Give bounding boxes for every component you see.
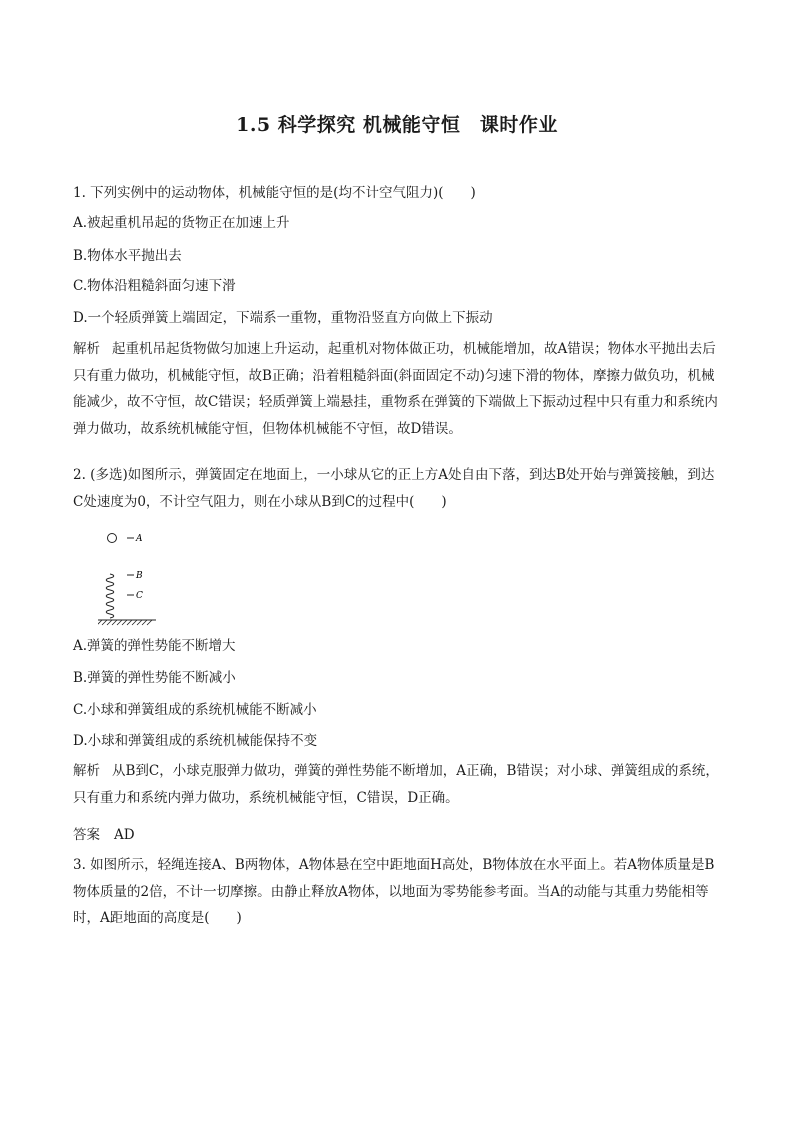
question-1-analysis	[73, 336, 723, 442]
label-a: A	[136, 534, 143, 544]
answer-text: AD	[114, 827, 135, 843]
question-1-option-b: B.物体水平抛出去	[73, 248, 182, 264]
question-1-stem: 1. 下列实例中的运动物体，机械能守恒的是(均不计空气阻力)( )	[73, 185, 476, 201]
analysis-label: 解析	[73, 341, 100, 357]
question-2-stem: 2. (多选)如图所示，弹簧固定在地面上，一小球从它的正上方A处自由下落，到达B处开始与弹簧接触，到达C处速度为0，不计空气阻力，则在小球从B到C的过程中( )	[73, 467, 715, 510]
question-2-option-a: A.弹簧的弹性势能不断增大	[73, 638, 236, 654]
question-2-option-b: B.弹簧的弹性势能不断减小	[73, 670, 236, 686]
question-2-answer	[73, 825, 723, 845]
spring-ball-figure	[98, 528, 158, 628]
analysis-label: 解析	[73, 763, 100, 779]
label-b: B	[136, 571, 143, 581]
question-1-option-c: C.物体沿粗糙斜面匀速下滑	[73, 278, 236, 294]
spring	[106, 574, 114, 618]
label-c: C	[136, 591, 143, 601]
analysis-text: 从B到C，小球克服弹力做功，弹簧的弹性势能不断增加，A正确，B错误；对小球、弹簧组成的系统，只有重力和系统内弹力做功，系统机械能守恒，C错误，D正确。	[73, 763, 719, 806]
answer-label: 答案	[73, 827, 100, 843]
question-2-analysis	[73, 758, 723, 811]
ball	[108, 534, 117, 543]
question-3-stem: 3. 如图所示，轻绳连接A、B两物体，A物体悬在空中距地面H高处，B物体放在水平面上。若A物体质量是B物体质量的2倍，不计一切摩擦。由静止释放A物体，以地面为零势能参考面。当A的动能与其重力势能相等时，A距地面的高度是( )	[73, 857, 715, 926]
question-2-option-c: C.小球和弹簧组成的系统机械能不断减小	[73, 702, 317, 718]
question-2-option-d: D.小球和弹簧组成的系统机械能保持不变	[73, 733, 318, 749]
analysis-text: 起重机吊起货物做匀加速上升运动，起重机对物体做正功，机械能增加，故A错误；物体水平抛出去后只有重力做功，机械能守恒，故B正确；沿着粗糙斜面(斜面固定不动)匀速下滑的物体，摩擦力做负功，机械能减少，故不守恒，故C错误；轻质弹簧上端悬挂，重物系在弹簧的下端做上下振动过程中只有重力和系统内弹力做功，故系统机械能守恒，但物体机械能不守恒，故D错误。	[73, 341, 718, 437]
question-1-option-d: D.一个轻质弹簧上端固定，下端系一重物，重物沿竖直方向做上下振动	[73, 310, 493, 326]
page-title: 1.5 科学探究 机械能守恒 课时作业	[236, 114, 558, 136]
ground-hatching	[98, 620, 152, 625]
question-1-option-a: A.被起重机吊起的货物正在加速上升	[73, 215, 290, 231]
